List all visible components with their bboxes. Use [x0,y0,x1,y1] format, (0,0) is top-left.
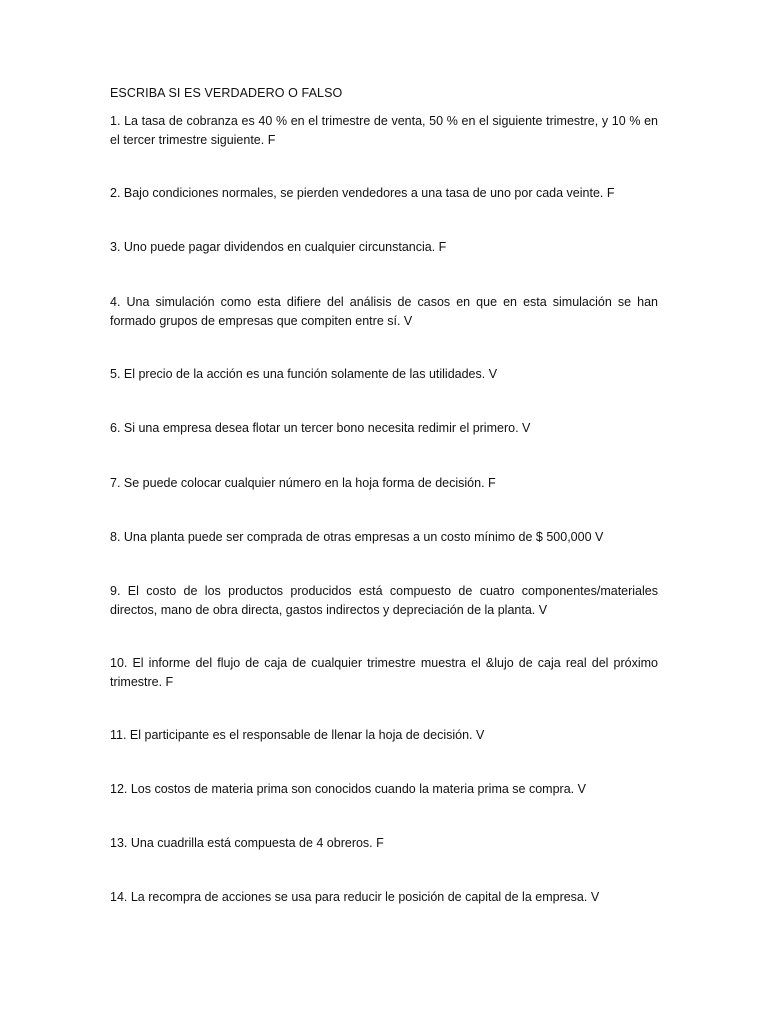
question-9: 9. El costo de los productos producidos está compuesto de cuatro componentes/materiales directos, mano de obra directa, gastos indirectos y depreciación de la planta. V [110,584,658,617]
question-6: 6. Si una empresa desea flotar un tercer bono necesita redimir el primero. V [110,421,531,435]
question-3: 3. Uno puede pagar dividendos en cualquier circunstancia. F [110,240,447,254]
question-2: 2. Bajo condiciones normales, se pierden vendedores a una tasa de uno por cada veinte. F [110,186,615,200]
question-11: 11. El participante es el responsable de llenar la hoja de decisión. V [110,728,485,742]
question-13: 13. Una cuadrilla está compuesta de 4 obreros. F [110,836,384,850]
question-7: 7. Se puede colocar cualquier número en la hoja forma de decisión. F [110,476,496,490]
question-5: 5. El precio de la acción es una función solamente de las utilidades. V [110,367,498,381]
question-8: 8. Una planta puede ser comprada de otras empresas a un costo mínimo de $ 500,000 V [110,530,604,544]
question-1: 1. La tasa de cobranza es 40 % en el trimestre de venta, 50 % en el siguiente trimestre, y 10 % en el tercer trimestre siguiente. F [110,114,658,147]
page-title: ESCRIBA SI ES VERDADERO O FALSO [110,86,343,100]
question-12: 12. Los costos de materia prima son conocidos cuando la materia prima se compra. V [110,782,586,796]
question-4: 4. Una simulación como esta difiere del análisis de casos en que en esta simulación se han formado grupos de empresas que compiten entre sí. V [110,295,658,328]
question-14: 14. La recompra de acciones se usa para reducir le posición de capital de la empresa. V [110,890,600,904]
question-10: 10. El informe del flujo de caja de cualquier trimestre muestra el &lujo de caja real del próximo trimestre. F [110,656,658,689]
